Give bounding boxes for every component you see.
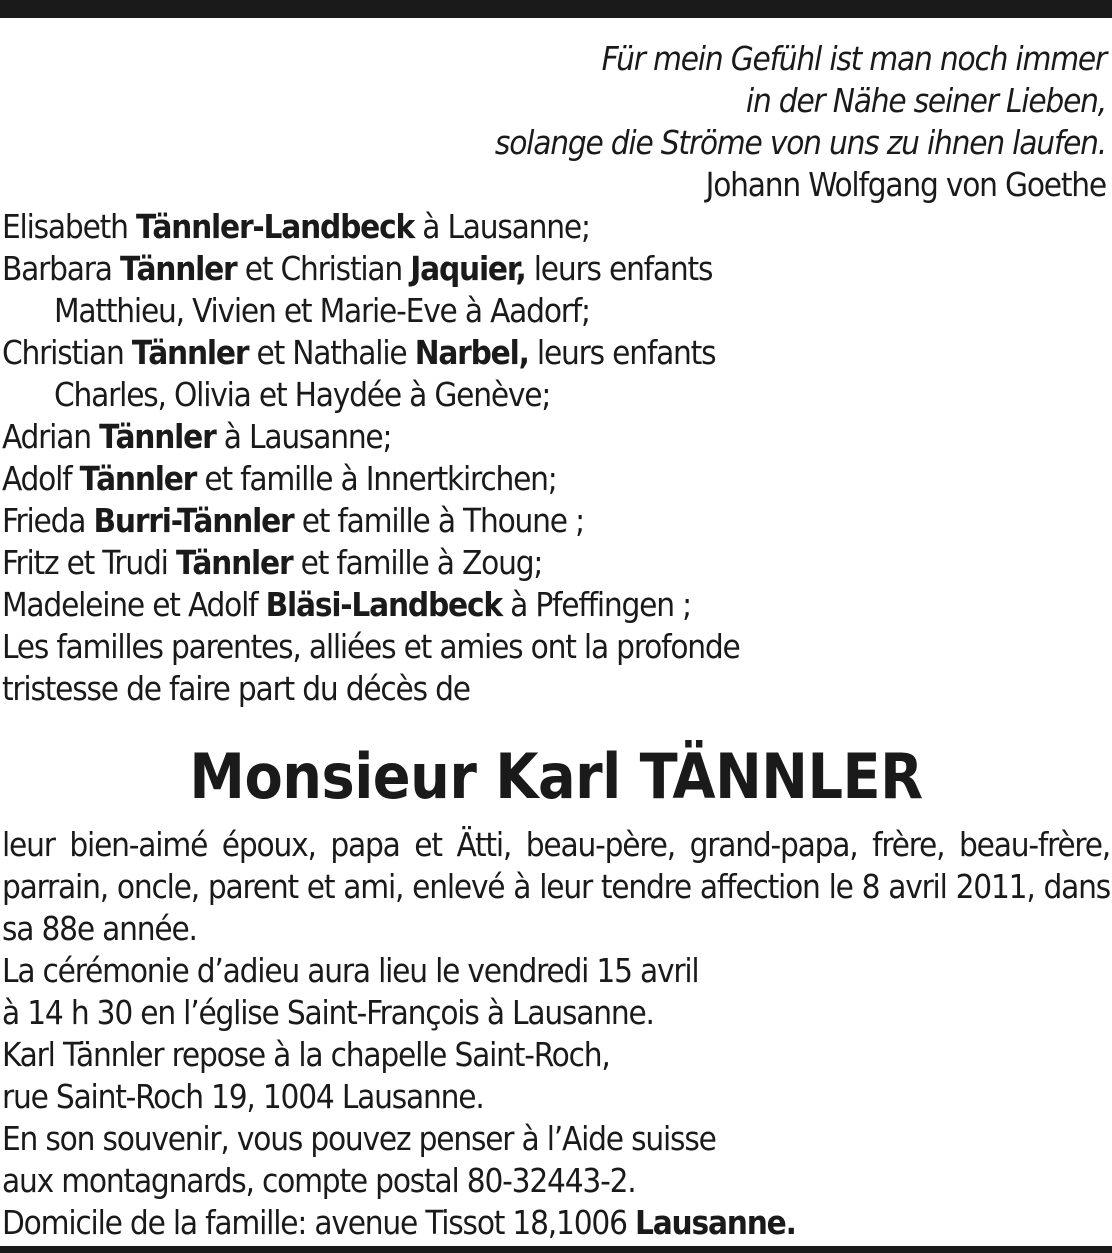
deceased-name: Monsieur Karl TÄNNLER (189, 740, 923, 813)
family-line: Madeleine et Adolf Bläsi-Landbeck à Pfeffingen ; (2, 585, 691, 624)
detail-line: En son souvenir, vous pouvez penser à l’Aide suisse (2, 1119, 716, 1158)
announcement-line: tristesse de faire part du décès de (2, 669, 470, 708)
bottom-border-bar (0, 1246, 1112, 1253)
detail-line: Karl Tännler repose à la chapelle Saint-Roch, (2, 1035, 610, 1074)
family-line-children: Matthieu, Vivien et Marie-Eve à Aadorf; (54, 291, 590, 330)
epigraph (2, 38, 1110, 206)
detail-line: La cérémonie d’adieu aura lieu le vendredi 15 avril (2, 951, 699, 990)
family-list (2, 206, 1110, 626)
announcement (2, 626, 1110, 710)
family-line: Fritz et Trudi Tännler et famille à Zoug; (2, 543, 543, 582)
family-line: Adrian Tännler à Lausanne; (2, 417, 392, 456)
family-line: Christian Tännler et Nathalie Narbel, leurs enfants (2, 333, 716, 372)
domicile-line: Domicile de la famille: avenue Tissot 18,1006 Lausanne. (2, 1203, 796, 1242)
quote-author: Johann Wolfgang von Goethe (705, 165, 1106, 204)
family-line-children: Charles, Olivia et Haydée à Genève; (54, 375, 551, 414)
top-border-bar (0, 0, 1112, 18)
family-line: Frieda Burri-Tännler et famille à Thoune ; (2, 501, 584, 540)
quote-line: Für mein Gefühl ist man noch immer (601, 39, 1106, 78)
detail-line: à 14 h 30 en l’église Saint-François à Lausanne. (2, 993, 654, 1032)
tribute-paragraph: leur bien-aimé époux, papa et Ätti, beau-père, grand-papa, frère, beau-frère, parrain, oncle, parent et ami, enlevé à leur tendre affection le 8 avril 2011, dans sa 88e année. (2, 825, 1110, 948)
quote-line: in der Nähe seiner Lieben, (745, 81, 1106, 120)
detail-line: rue Saint-Roch 19, 1004 Lausanne. (2, 1077, 484, 1116)
obituary-notice (2, 38, 1110, 1244)
quote-line: solange die Ströme von uns zu ihnen laufen. (494, 123, 1106, 162)
family-line: Barbara Tännler et Christian Jaquier, leurs enfants (2, 249, 713, 288)
detail-line: aux montagnards, compte postal 80-32443-2. (2, 1161, 636, 1200)
family-line: Elisabeth Tännler-Landbeck à Lausanne; (2, 207, 590, 246)
family-line: Adolf Tännler et famille à Innertkirchen; (2, 459, 557, 498)
ceremony-details (2, 950, 1110, 1244)
announcement-line: Les familles parentes, alliées et amies ont la profonde (2, 627, 740, 666)
